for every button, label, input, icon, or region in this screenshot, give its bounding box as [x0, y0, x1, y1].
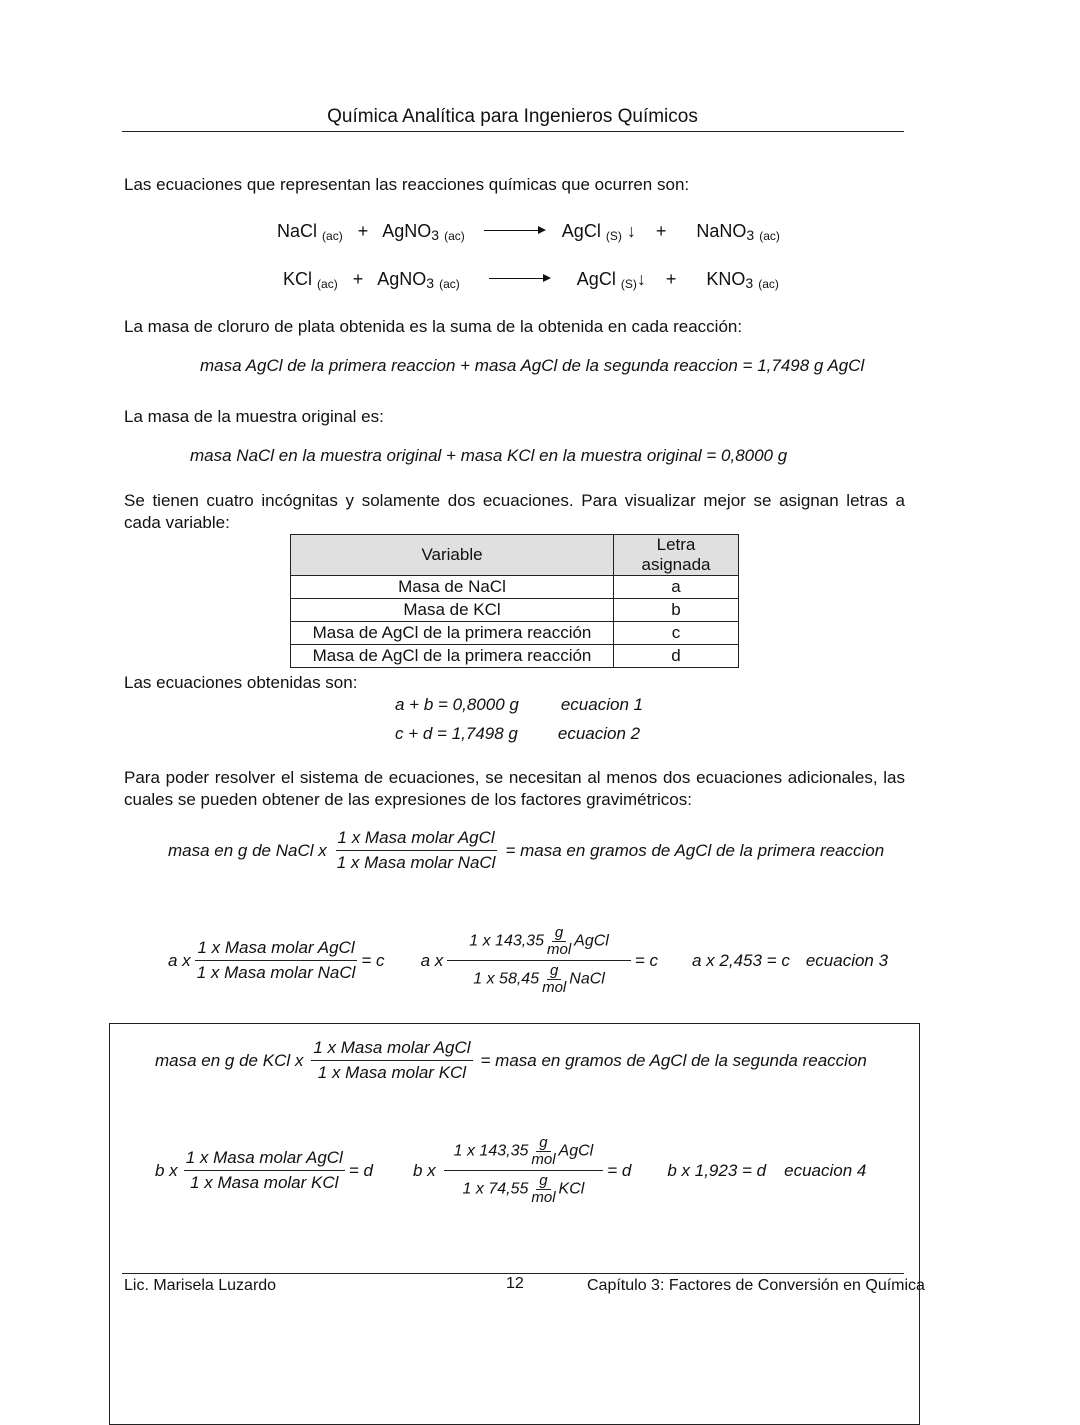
- equation-2: c + d = 1,7498 g ecuacion 2: [395, 724, 641, 743]
- agcl-sum-text: La masa de cloruro de plata obtenida es la suma de la obtenida en cada reacción:: [124, 317, 743, 336]
- table-row: Masa de KCl b: [291, 599, 739, 622]
- unknowns-text: Se tienen cuatro incógnitas y solamente dos ecuaciones. Para visualizar mejor se asignan letras a cada variable:: [124, 491, 905, 532]
- reaction-1: NaCl $_{(ac)}$ + AgNO3 $_{(ac)}$ AgCl $_{(S)}$ ↓ + NaNO3 $_{(ac)}$: [277, 221, 780, 243]
- header-rule: [122, 131, 904, 132]
- boxed-section: [109, 1023, 920, 1425]
- footer-chapter: Capítulo 3: Factores de Conversión en Química: [587, 1277, 925, 1294]
- table-row: Masa de AgCl de la primera reacción c: [291, 622, 739, 645]
- reaction-arrow-icon: [489, 278, 549, 279]
- precipitate-arrow-icon: ↓: [636, 269, 646, 289]
- gravimetric-factor-nacl: masa en g de NaCl x $\frac{\text{1 x Masa molar AgCl}}{\text{1 x Masa molar NaCl}}$ = masa en gramos de AgCl de la primera reaccion: [168, 828, 885, 872]
- table-header: Letra asignada: [614, 535, 739, 576]
- table-header: Variable: [291, 535, 614, 576]
- page-header-title: Química Analítica para Ingenieros Químicos: [327, 106, 698, 127]
- variables-table: [290, 534, 739, 668]
- intro-text: Las ecuaciones que representan las reacciones químicas que ocurren son:: [124, 175, 690, 194]
- equation-3-row: a x $\frac{\text{1 x Masa molar AgCl}}{\text{1 x Masa molar NaCl}}$ = c a x 1 x 143,35 g mol AgCl 1 x 58,45 g mol NaCl = c a x 2,453 = c ecuacion 3: [168, 924, 889, 996]
- sample-mass-text: La masa de la muestra original es:: [124, 407, 384, 426]
- table-row: Masa de AgCl de la primera reacción d: [291, 645, 739, 668]
- equation-4-row: b x $\frac{\text{1 x Masa molar AgCl}}{\text{1 x Masa molar KCl}}$ = d b x 1 x 143,35 g mol AgCl 1 x 74,55 g mol KCl = d b x 1,923 = d ecuacion 4: [155, 1134, 867, 1206]
- reaction-arrow-icon: [484, 230, 544, 231]
- solve-system-text: Para poder resolver el sistema de ecuaciones, se necesitan al menos dos ecuaciones adicionales, las cuales se pueden obtener de las expresiones de los factores gravimétricos:: [124, 768, 905, 809]
- gravimetric-factor-kcl: masa en g de KCl x $\frac{\text{1 x Masa molar AgCl}}{\text{1 x Masa molar KCl}}$ = masa en gramos de AgCl de la segunda reaccion: [155, 1038, 867, 1082]
- sample-mass-equation: masa NaCl en la muestra original + masa KCl en la muestra original = 0,8000 g: [190, 446, 788, 465]
- obtained-equations-text: Las ecuaciones obtenidas son:: [124, 673, 358, 692]
- table-row: Masa de NaCl a: [291, 576, 739, 599]
- precipitate-arrow-icon: ↓: [626, 221, 636, 241]
- agcl-sum-equation: masa AgCl de la primera reaccion + masa AgCl de la segunda reaccion = 1,7498 g AgCl: [200, 356, 865, 375]
- equation-1: a + b = 0,8000 g ecuacion 1: [395, 695, 644, 714]
- table-header-row: [291, 535, 739, 576]
- footer-author: Lic. Marisela Luzardo: [124, 1277, 277, 1294]
- footer-page-number: 12: [506, 1275, 524, 1292]
- footer-rule: [122, 1273, 904, 1274]
- reaction-2: KCl $_{(ac)}$ + AgNO3 $_{(ac)}$ AgCl $_{(S)}$↓ + KNO3 $_{(ac)}$: [283, 269, 779, 291]
